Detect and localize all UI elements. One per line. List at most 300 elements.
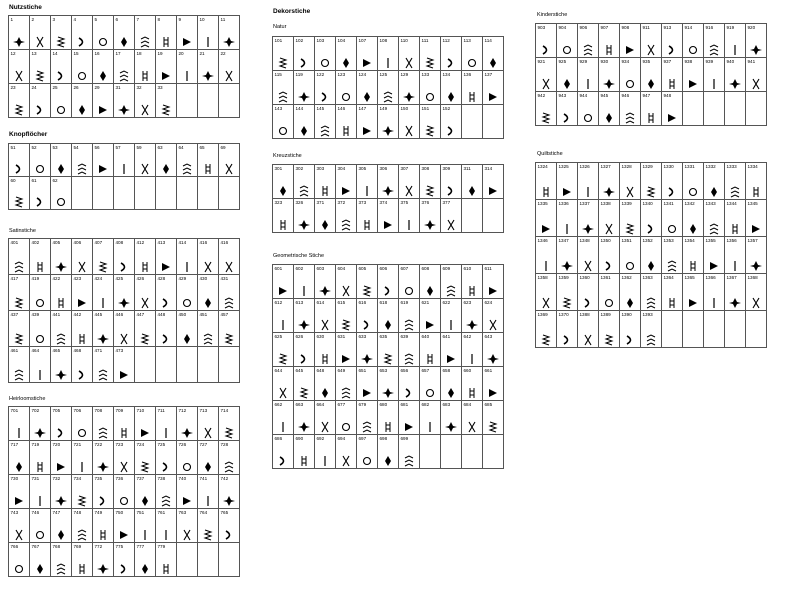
stitch-cell xyxy=(294,165,315,199)
stitch-pattern-icon xyxy=(156,563,176,574)
stitch-pattern-icon xyxy=(662,186,682,197)
stitch-pattern-icon xyxy=(219,333,239,344)
stitch-number: 907 xyxy=(600,25,609,30)
stitch-pattern-icon xyxy=(156,70,176,81)
stitch-cell xyxy=(294,71,315,105)
stitch-number: 308 xyxy=(421,166,430,171)
stitch-number: 616 xyxy=(358,300,367,305)
stitch-pattern-icon xyxy=(135,70,155,81)
stitch-number: 13 xyxy=(31,51,37,56)
stitch-number: 408 xyxy=(115,240,124,245)
empty-cell xyxy=(177,543,198,577)
heading-heirloomstiche: Heirloomstiche xyxy=(9,396,46,402)
stitch-pattern-icon xyxy=(420,219,440,230)
stitch-pattern-icon xyxy=(156,261,176,272)
stitch-pattern-icon xyxy=(420,125,440,136)
stitch-pattern-icon xyxy=(441,125,461,136)
stitch-cell xyxy=(357,71,378,105)
stitch-cell xyxy=(462,401,483,435)
stitch-pattern-icon xyxy=(536,78,556,89)
stitch-cell xyxy=(135,509,156,543)
stitch-pattern-icon xyxy=(557,223,577,234)
stitch-pattern-icon xyxy=(294,353,314,364)
stitch-cell xyxy=(441,299,462,333)
stitch-number: 701 xyxy=(10,408,19,413)
stitch-cell xyxy=(336,165,357,199)
stitch-number: 722 xyxy=(94,442,103,447)
stitch-number: 441 xyxy=(52,312,61,317)
heading-kreuzstiche: Kreuzstiche xyxy=(273,153,302,159)
stitch-pattern-icon xyxy=(315,319,335,330)
stitch-pattern-icon xyxy=(30,461,50,472)
stitch-cell xyxy=(641,163,662,200)
stitch-number: 137 xyxy=(484,72,493,77)
stitch-pattern-icon xyxy=(294,285,314,296)
stitch-cell xyxy=(114,239,135,275)
stitch-number: 711 xyxy=(157,408,165,413)
stitch-cell xyxy=(198,475,219,509)
stitch-pattern-icon xyxy=(336,57,356,68)
empty-cell xyxy=(198,347,219,383)
stitch-number: 419 xyxy=(31,276,40,281)
stitch-pattern-icon xyxy=(441,91,461,102)
stitch-pattern-icon xyxy=(273,57,293,68)
stitch-cell xyxy=(536,92,557,126)
stitch-pattern-icon xyxy=(462,353,482,364)
stitch-pattern-icon xyxy=(294,219,314,230)
heading-kinderstiche: Kinderstiche xyxy=(537,12,568,18)
stitch-number: 1333 xyxy=(726,164,737,169)
stitch-number: 769 xyxy=(73,544,82,549)
stitch-cell xyxy=(746,274,767,311)
stitch-pattern-icon xyxy=(72,529,92,540)
stitch-cell xyxy=(219,144,240,177)
stitch-number: 679 xyxy=(358,402,367,407)
stitch-pattern-icon xyxy=(93,461,113,472)
empty-cell xyxy=(683,92,704,126)
stitch-pattern-icon xyxy=(9,297,29,308)
stitch-pattern-icon xyxy=(578,297,598,308)
stitch-number: 618 xyxy=(379,300,388,305)
stitch-cell xyxy=(9,177,30,210)
stitch-number: 749 xyxy=(94,510,103,515)
stitch-number: 697 xyxy=(358,436,367,441)
stitch-cell xyxy=(315,37,336,71)
stitch-pattern-icon xyxy=(557,260,577,271)
stitch-number: 1346 xyxy=(537,238,548,243)
stitch-cell xyxy=(725,274,746,311)
stitch-pattern-icon xyxy=(725,260,745,271)
stitch-number: 732 xyxy=(52,476,61,481)
stitch-cell xyxy=(156,441,177,475)
stitch-number: 401 xyxy=(10,240,19,245)
heading-nutzstiche: Nutzstiche xyxy=(9,4,42,11)
stitch-pattern-icon xyxy=(9,461,29,472)
stitch-cell xyxy=(51,177,72,210)
stitch-number: 64 xyxy=(178,145,184,150)
stitch-number: 692 xyxy=(316,436,325,441)
stitch-number: 764 xyxy=(199,510,208,515)
stitch-pattern-icon xyxy=(294,57,314,68)
stitch-cell xyxy=(219,311,240,347)
stitch-cell xyxy=(72,441,93,475)
stitch-pattern-icon xyxy=(399,91,419,102)
stitch-number: 723 xyxy=(115,442,124,447)
stitch-number: 748 xyxy=(73,510,82,515)
stitch-cell xyxy=(72,16,93,50)
stitch-cell xyxy=(336,367,357,401)
stitch-number: 1389 xyxy=(600,312,611,317)
stitch-pattern-icon xyxy=(72,104,92,115)
empty-cell xyxy=(483,105,504,139)
stitch-pattern-icon xyxy=(294,421,314,432)
stitch-number: 151 xyxy=(421,106,430,111)
stitch-number: 1358 xyxy=(537,275,548,280)
stitch-cell xyxy=(483,165,504,199)
stitch-pattern-icon xyxy=(30,70,50,81)
stitch-pattern-icon xyxy=(420,353,440,364)
stitch-number: 611 xyxy=(484,266,492,271)
stitch-number: 946 xyxy=(621,93,630,98)
stitch-cell xyxy=(135,311,156,347)
grid-knopfloecher xyxy=(8,143,240,210)
stitch-cell xyxy=(746,24,767,58)
stitch-number: 305 xyxy=(358,166,367,171)
stitch-number: 101 xyxy=(274,38,283,43)
stitch-pattern-icon xyxy=(273,319,293,330)
stitch-cell xyxy=(399,367,420,401)
stitch-cell xyxy=(725,24,746,58)
stitch-pattern-icon xyxy=(51,529,71,540)
stitch-pattern-icon xyxy=(578,44,598,55)
stitch-number: 699 xyxy=(400,436,409,441)
stitch-number: 735 xyxy=(94,476,103,481)
stitch-pattern-icon xyxy=(135,333,155,344)
stitch-number: 445 xyxy=(94,312,103,317)
stitch-pattern-icon xyxy=(315,185,335,196)
stitch-number: 1388 xyxy=(579,312,590,317)
stitch-number: 948 xyxy=(663,93,672,98)
stitch-number: 102 xyxy=(295,38,304,43)
stitch-number: 19 xyxy=(157,51,163,56)
stitch-pattern-icon xyxy=(72,333,92,344)
stitch-number: 766 xyxy=(10,544,19,549)
stitch-cell xyxy=(51,16,72,50)
stitch-pattern-icon xyxy=(51,36,71,47)
stitch-cell xyxy=(219,239,240,275)
stitch-number: 1344 xyxy=(726,201,737,206)
stitch-cell xyxy=(30,441,51,475)
stitch-pattern-icon xyxy=(273,353,293,364)
stitch-number: 57 xyxy=(115,145,121,150)
stitch-cell xyxy=(93,144,114,177)
stitch-cell xyxy=(536,200,557,237)
stitch-number: 1367 xyxy=(726,275,737,280)
stitch-number: 1369 xyxy=(537,312,548,317)
stitch-pattern-icon xyxy=(420,91,440,102)
stitch-number: 911 xyxy=(642,25,650,30)
stitch-number: 938 xyxy=(684,59,693,64)
stitch-number: 720 xyxy=(52,442,61,447)
stitch-cell xyxy=(72,543,93,577)
stitch-number: 929 xyxy=(579,59,588,64)
stitch-pattern-icon xyxy=(399,455,419,466)
stitch-cell xyxy=(357,333,378,367)
stitch-number: 424 xyxy=(94,276,103,281)
stitch-number: 698 xyxy=(379,436,388,441)
stitch-cell xyxy=(315,165,336,199)
stitch-cell xyxy=(72,509,93,543)
stitch-number: 422 xyxy=(52,276,61,281)
stitch-pattern-icon xyxy=(399,319,419,330)
stitch-number: 5 xyxy=(94,17,98,22)
stitch-number: 1361 xyxy=(600,275,611,280)
stitch-number: 63 xyxy=(157,145,163,150)
stitch-pattern-icon xyxy=(746,186,766,197)
stitch-cell xyxy=(72,475,93,509)
stitch-pattern-icon xyxy=(357,387,377,398)
stitch-number: 326 xyxy=(295,200,304,205)
stitch-cell xyxy=(704,200,725,237)
stitch-cell xyxy=(135,441,156,475)
stitch-cell xyxy=(156,475,177,509)
stitch-cell xyxy=(441,165,462,199)
stitch-cell xyxy=(420,165,441,199)
stitch-number: 738 xyxy=(157,476,166,481)
stitch-pattern-icon xyxy=(135,461,155,472)
stitch-number: 705 xyxy=(52,408,61,413)
stitch-cell xyxy=(135,407,156,441)
stitch-number: 727 xyxy=(199,442,208,447)
empty-cell xyxy=(198,177,219,210)
stitch-number: 1393 xyxy=(642,312,653,317)
stitch-number: 1366 xyxy=(705,275,716,280)
stitch-pattern-icon xyxy=(72,261,92,272)
stitch-number: 428 xyxy=(157,276,166,281)
stitch-cell xyxy=(746,163,767,200)
stitch-cell xyxy=(30,177,51,210)
stitch-number: 768 xyxy=(52,544,61,549)
stitch-pattern-icon xyxy=(399,421,419,432)
stitch-cell xyxy=(114,543,135,577)
stitch-number: 302 xyxy=(295,166,304,171)
stitch-cell xyxy=(51,275,72,311)
stitch-pattern-icon xyxy=(620,186,640,197)
empty-cell xyxy=(483,199,504,233)
stitch-number: 431 xyxy=(220,276,229,281)
stitch-cell xyxy=(93,347,114,383)
stitch-pattern-icon xyxy=(30,163,50,174)
stitch-cell xyxy=(51,407,72,441)
stitch-number: 731 xyxy=(31,476,40,481)
stitch-pattern-icon xyxy=(704,223,724,234)
stitch-pattern-icon xyxy=(378,219,398,230)
stitch-number: 1339 xyxy=(621,201,632,206)
stitch-number: 1351 xyxy=(621,238,632,243)
stitch-pattern-icon xyxy=(557,186,577,197)
stitch-number: 633 xyxy=(358,334,367,339)
stitch-cell xyxy=(336,299,357,333)
stitch-cell xyxy=(420,401,441,435)
stitch-cell xyxy=(51,239,72,275)
stitch-cell xyxy=(198,239,219,275)
stitch-cell xyxy=(51,50,72,84)
stitch-pattern-icon xyxy=(198,529,218,540)
stitch-pattern-icon xyxy=(177,261,197,272)
stitch-number: 373 xyxy=(358,200,367,205)
stitch-pattern-icon xyxy=(536,44,556,55)
stitch-cell xyxy=(198,275,219,311)
stitch-cell xyxy=(219,16,240,50)
stitch-cell xyxy=(599,200,620,237)
stitch-pattern-icon xyxy=(51,261,71,272)
stitch-pattern-icon xyxy=(399,185,419,196)
stitch-cell xyxy=(483,37,504,71)
stitch-pattern-icon xyxy=(135,495,155,506)
stitch-pattern-icon xyxy=(599,223,619,234)
stitch-pattern-icon xyxy=(294,455,314,466)
stitch-pattern-icon xyxy=(399,285,419,296)
stitch-pattern-icon xyxy=(483,319,503,330)
stitch-pattern-icon xyxy=(662,260,682,271)
stitch-pattern-icon xyxy=(93,333,113,344)
stitch-pattern-icon xyxy=(114,427,134,438)
stitch-cell xyxy=(725,200,746,237)
stitch-cell xyxy=(336,401,357,435)
stitch-number: 33 xyxy=(157,85,163,90)
stitch-pattern-icon xyxy=(30,495,50,506)
empty-cell xyxy=(420,435,441,469)
stitch-pattern-icon xyxy=(198,461,218,472)
stitch-pattern-icon xyxy=(536,334,556,345)
stitch-cell xyxy=(156,275,177,311)
stitch-cell xyxy=(683,58,704,92)
stitch-number: 609 xyxy=(442,266,451,271)
stitch-pattern-icon xyxy=(51,70,71,81)
stitch-cell xyxy=(72,84,93,118)
stitch-pattern-icon xyxy=(620,112,640,123)
stitch-number: 146 xyxy=(337,106,346,111)
stitch-cell xyxy=(93,16,114,50)
stitch-cell xyxy=(198,407,219,441)
stitch-pattern-icon xyxy=(177,70,197,81)
stitch-pattern-icon xyxy=(30,297,50,308)
stitch-number: 1352 xyxy=(642,238,653,243)
stitch-number: 916 xyxy=(705,25,714,30)
stitch-cell xyxy=(219,407,240,441)
stitch-cell xyxy=(641,58,662,92)
stitch-pattern-icon xyxy=(315,455,335,466)
stitch-number: 407 xyxy=(94,240,103,245)
stitch-cell xyxy=(30,16,51,50)
stitch-pattern-icon xyxy=(30,36,50,47)
stitch-number: 145 xyxy=(316,106,325,111)
stitch-number: 651 xyxy=(358,368,367,373)
stitch-number: 656 xyxy=(400,368,409,373)
stitch-number: 429 xyxy=(178,276,187,281)
stitch-cell xyxy=(683,274,704,311)
stitch-number: 24 xyxy=(31,85,37,90)
stitch-cell xyxy=(156,239,177,275)
stitch-number: 60 xyxy=(10,178,16,183)
stitch-number: 714 xyxy=(220,408,229,413)
stitch-pattern-icon xyxy=(135,163,155,174)
stitch-pattern-icon xyxy=(93,70,113,81)
stitch-cell xyxy=(315,299,336,333)
stitch-pattern-icon xyxy=(315,91,335,102)
stitch-pattern-icon xyxy=(641,297,661,308)
stitch-pattern-icon xyxy=(294,91,314,102)
stitch-number: 937 xyxy=(663,59,672,64)
stitch-pattern-icon xyxy=(662,78,682,89)
stitch-number: 416 xyxy=(220,240,229,245)
stitch-cell xyxy=(51,347,72,383)
stitch-pattern-icon xyxy=(156,529,176,540)
heading-satinstiche: Satinstiche xyxy=(9,228,36,234)
stitch-cell xyxy=(441,37,462,71)
stitch-cell xyxy=(441,71,462,105)
stitch-pattern-icon xyxy=(30,333,50,344)
stitch-pattern-icon xyxy=(135,529,155,540)
stitch-number: 1328 xyxy=(621,164,632,169)
empty-cell xyxy=(135,177,156,210)
stitch-number: 710 xyxy=(136,408,145,413)
stitch-cell xyxy=(273,105,294,139)
stitch-number: 657 xyxy=(421,368,430,373)
stitch-pattern-icon xyxy=(114,36,134,47)
stitch-number: 412 xyxy=(136,240,145,245)
stitch-number: 12 xyxy=(10,51,16,56)
stitch-cell xyxy=(420,333,441,367)
stitch-number: 306 xyxy=(379,166,388,171)
stitch-number: 149 xyxy=(379,106,388,111)
stitch-cell xyxy=(315,367,336,401)
stitch-pattern-icon xyxy=(557,334,577,345)
stitch-cell xyxy=(441,105,462,139)
stitch-number: 20 xyxy=(178,51,184,56)
stitch-number: 11 xyxy=(220,17,226,22)
stitch-pattern-icon xyxy=(198,163,218,174)
stitch-pattern-icon xyxy=(357,353,377,364)
stitch-pattern-icon xyxy=(746,78,766,89)
stitch-number: 430 xyxy=(199,276,208,281)
stitch-number: 925 xyxy=(558,59,567,64)
empty-cell xyxy=(93,177,114,210)
stitch-pattern-icon xyxy=(557,78,577,89)
stitch-number: 684 xyxy=(463,402,472,407)
stitch-cell xyxy=(399,435,420,469)
stitch-number: 664 xyxy=(316,402,325,407)
stitch-cell xyxy=(620,274,641,311)
stitch-pattern-icon xyxy=(114,495,134,506)
stitch-cell xyxy=(30,407,51,441)
stitch-cell xyxy=(114,347,135,383)
stitch-pattern-icon xyxy=(599,186,619,197)
stitch-number: 619 xyxy=(400,300,409,305)
grid-geometrische-stiche xyxy=(272,264,504,469)
stitch-cell xyxy=(378,71,399,105)
stitch-number: 601 xyxy=(274,266,283,271)
stitch-cell xyxy=(746,237,767,274)
stitch-cell xyxy=(219,509,240,543)
stitch-pattern-icon xyxy=(378,285,398,296)
stitch-pattern-icon xyxy=(620,223,640,234)
stitch-pattern-icon xyxy=(557,44,577,55)
stitch-number: 371 xyxy=(316,200,325,205)
stitch-number: 612 xyxy=(274,300,283,305)
stitch-pattern-icon xyxy=(51,196,71,207)
stitch-cell xyxy=(30,475,51,509)
